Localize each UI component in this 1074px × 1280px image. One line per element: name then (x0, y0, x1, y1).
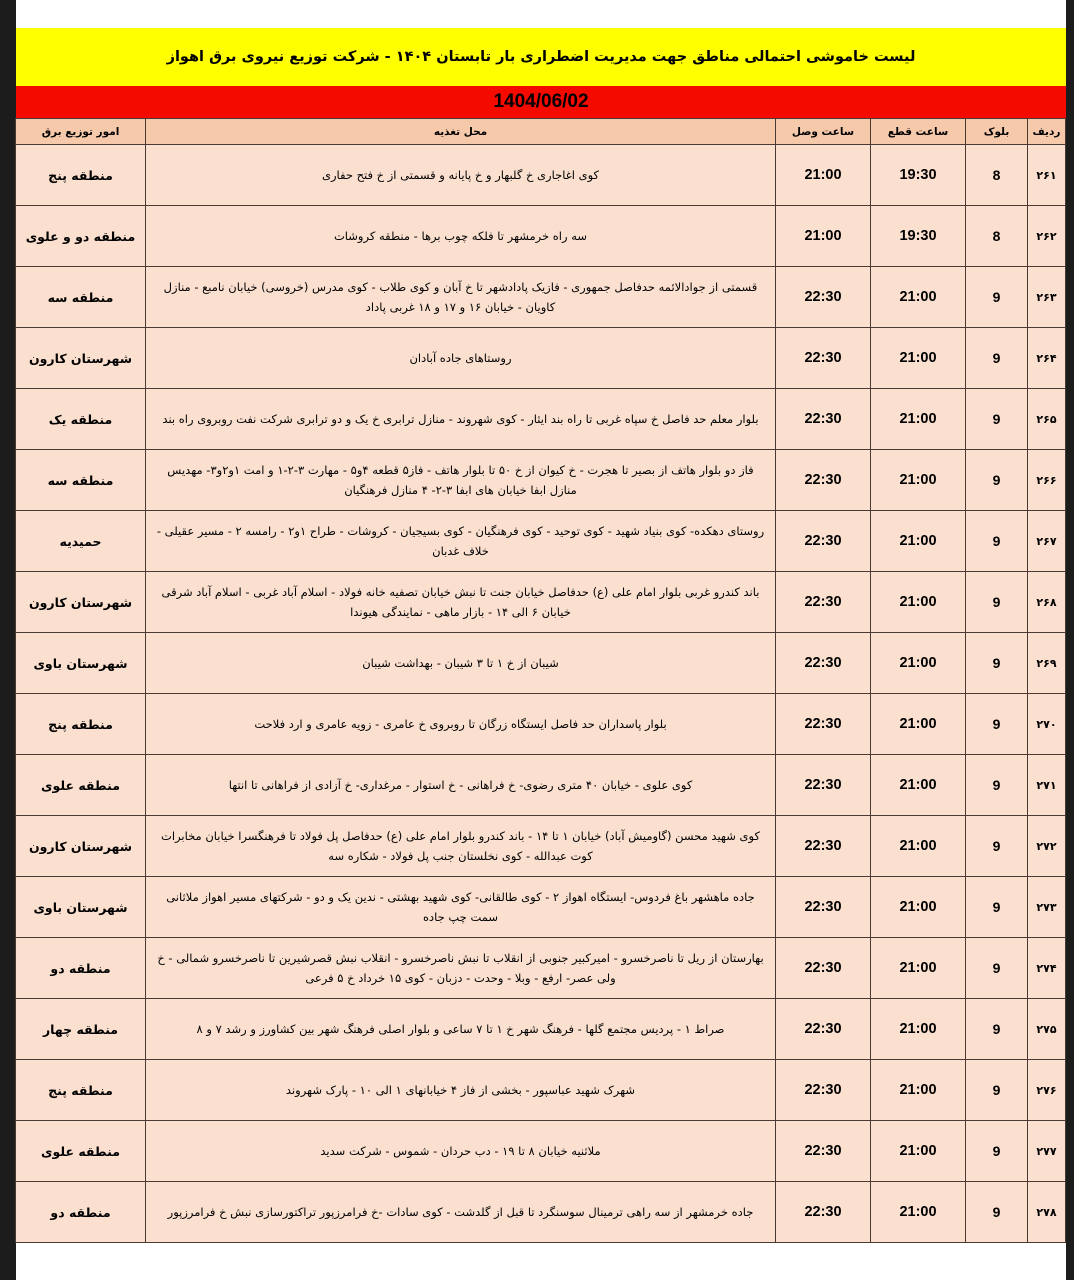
cell-ghat: 21:00 (871, 999, 966, 1060)
cell-radif: ۲۷۲ (1028, 816, 1066, 877)
cell-mahal: بلوار پاسداران حد فاصل ایستگاه زرگان تا روبروی خ عامری - زویه عامری و ارد فلاحت (146, 694, 776, 755)
table-row (16, 206, 1066, 267)
cell-mahal: فاز دو بلوار هاتف از بصیر تا هجرت - خ کیوان از خ ۵۰ تا بلوار هاتف - فاز۵ قطعه ۴و۵ - مهارت ۳-۲-۱ و امت ۱و۲و۳- مهدیس منازل ابفا خیابان های ابفا ۳-۲- ۴ منازل فرهنگیان (146, 450, 776, 511)
cell-blok: 9 (966, 1182, 1028, 1243)
table-row (16, 1121, 1066, 1182)
cell-omur: منطقه پنج (16, 1060, 146, 1121)
cell-ghat: 19:30 (871, 206, 966, 267)
table-row (16, 1060, 1066, 1121)
cell-omur: منطقه دو (16, 1182, 146, 1243)
cell-omur: منطقه یک (16, 389, 146, 450)
cell-blok: 9 (966, 267, 1028, 328)
cell-ghat: 21:00 (871, 267, 966, 328)
table-header (16, 119, 1066, 145)
sheet-date: 1404/06/02 (16, 86, 1066, 118)
cell-ghat: 21:00 (871, 694, 966, 755)
cell-omur: شهرستان باوی (16, 877, 146, 938)
table-row (16, 755, 1066, 816)
cell-blok: 9 (966, 389, 1028, 450)
cell-blok: 9 (966, 755, 1028, 816)
cell-ghat: 21:00 (871, 816, 966, 877)
column-header-omur: امور توزیع برق (16, 119, 146, 145)
cell-blok: 9 (966, 450, 1028, 511)
cell-omur: شهرستان کارون (16, 572, 146, 633)
cell-omur: حمیدیه (16, 511, 146, 572)
cell-omur: شهرستان کارون (16, 816, 146, 877)
cell-vasl: 22:30 (776, 816, 871, 877)
column-header-radif: ردیف (1028, 119, 1066, 145)
cell-omur: منطقه علوی (16, 755, 146, 816)
cell-radif: ۲۷۳ (1028, 877, 1066, 938)
outage-sheet (16, 0, 1066, 1280)
cell-vasl: 21:00 (776, 145, 871, 206)
cell-radif: ۲۷۶ (1028, 1060, 1066, 1121)
cell-omur: شهرستان کارون (16, 328, 146, 389)
cell-mahal: صراط ۱ - پردیس مجتمع گلها - فرهنگ شهر خ ۱ تا ۷ ساعی و بلوار اصلی فرهنگ شهر بین کشاورز و رشد ۷ و ۸ (146, 999, 776, 1060)
cell-radif: ۲۶۱ (1028, 145, 1066, 206)
table-row (16, 450, 1066, 511)
cell-omur: منطقه پنج (16, 694, 146, 755)
table-row (16, 999, 1066, 1060)
cell-omur: منطقه علوی (16, 1121, 146, 1182)
cell-radif: ۲۶۹ (1028, 633, 1066, 694)
table-row (16, 1182, 1066, 1243)
cell-mahal: قسمتی از جوادالائمه حدفاصل جمهوری - فازیک پادادشهر تا خ آبان و کوی طلاب - کوی مدرس (خروسی) خیابان نامبع - منازل کاویان - خیابان ۱۶ و ۱۷ و ۱۸ غربی پاداد (146, 267, 776, 328)
cell-ghat: 21:00 (871, 877, 966, 938)
cell-blok: 9 (966, 511, 1028, 572)
cell-mahal: جاده خرمشهر از سه راهی ترمینال سوسنگرد تا قبل از گلدشت - کوی سادات -خ فرامرزپور تراکتورسازی نبش خ فرامرزپور (146, 1182, 776, 1243)
cell-mahal: شیبان از خ ۱ تا ۳ شیبان - بهداشت شیبان (146, 633, 776, 694)
cell-omur: منطقه سه (16, 450, 146, 511)
table-row (16, 389, 1066, 450)
table-row (16, 145, 1066, 206)
table-row (16, 694, 1066, 755)
cell-blok: 9 (966, 572, 1028, 633)
column-header-blok: بلوک (966, 119, 1028, 145)
cell-omur: منطقه دو (16, 938, 146, 999)
cell-blok: 9 (966, 999, 1028, 1060)
cell-vasl: 22:30 (776, 328, 871, 389)
cell-mahal: جاده ماهشهر باغ فردوس- ایستگاه اهواز ۲ - کوی طالقانی- کوی شهید بهشتی - ندین یک و دو - شرکتهای مسیر اهواز ملاثانی سمت چپ جاده (146, 877, 776, 938)
column-header-mahal: محل تغذیه (146, 119, 776, 145)
cell-vasl: 22:30 (776, 511, 871, 572)
table-body (16, 145, 1066, 1243)
cell-radif: ۲۷۰ (1028, 694, 1066, 755)
table-row (16, 633, 1066, 694)
cell-omur: شهرستان باوی (16, 633, 146, 694)
cell-ghat: 21:00 (871, 1060, 966, 1121)
cell-mahal: بهارستان از ریل تا ناصرخسرو - امیرکبیر جنوبی از انقلاب تا نبش ناصرخسرو - انقلاب نبش قصرشیرین تا ناصرخسرو شمالی - خ ولی عصر- ارفع - وبلا - وحدت - دزبان - کوی ۱۵ خرداد خ ۵ فرعی (146, 938, 776, 999)
cell-ghat: 21:00 (871, 938, 966, 999)
cell-radif: ۲۶۵ (1028, 389, 1066, 450)
table-row (16, 328, 1066, 389)
cell-radif: ۲۷۱ (1028, 755, 1066, 816)
table-row (16, 816, 1066, 877)
cell-radif: ۲۶۴ (1028, 328, 1066, 389)
cell-ghat: 21:00 (871, 389, 966, 450)
cell-radif: ۲۶۳ (1028, 267, 1066, 328)
cell-vasl: 22:30 (776, 877, 871, 938)
cell-mahal: کوی اغاجاری خ گلبهار و خ پایانه و قسمتی از خ فتح حفاری (146, 145, 776, 206)
cell-radif: ۲۷۵ (1028, 999, 1066, 1060)
cell-blok: 8 (966, 206, 1028, 267)
cell-ghat: 21:00 (871, 633, 966, 694)
cell-ghat: 21:00 (871, 1182, 966, 1243)
cell-vasl: 21:00 (776, 206, 871, 267)
header-row (16, 119, 1066, 145)
cell-radif: ۲۷۷ (1028, 1121, 1066, 1182)
cell-vasl: 22:30 (776, 938, 871, 999)
cell-omur: منطقه پنج (16, 145, 146, 206)
cell-radif: ۲۶۷ (1028, 511, 1066, 572)
cell-vasl: 22:30 (776, 999, 871, 1060)
cell-vasl: 22:30 (776, 755, 871, 816)
table-row (16, 267, 1066, 328)
cell-vasl: 22:30 (776, 1121, 871, 1182)
cell-omur: منطقه سه (16, 267, 146, 328)
cell-vasl: 22:30 (776, 1182, 871, 1243)
cell-ghat: 19:30 (871, 145, 966, 206)
column-header-ghat: ساعت قطع (871, 119, 966, 145)
cell-blok: 8 (966, 145, 1028, 206)
cell-mahal: شهرک شهید عباسپور - بخشی از فاز ۴ خیابانهای ۱ الی ۱۰ - پارک شهروند (146, 1060, 776, 1121)
table-row (16, 572, 1066, 633)
cell-radif: ۲۷۴ (1028, 938, 1066, 999)
cell-radif: ۲۶۲ (1028, 206, 1066, 267)
outage-table (15, 118, 1066, 1243)
cell-mahal: باند کندرو غربی بلوار امام علی (ع) حدفاصل خیابان جنت تا نبش خیابان تصفیه خانه فولاد - اسلام آباد غربی - اسلام آباد شرقی خیابان ۶ الی ۱۴ - بازار ماهی - نمایندگی هیوندا (146, 572, 776, 633)
cell-omur: منطقه چهار (16, 999, 146, 1060)
cell-mahal: ملاثنیه خیابان ۸ تا ۱۹ - دب حردان - شموس - شرکت سدید (146, 1121, 776, 1182)
cell-vasl: 22:30 (776, 694, 871, 755)
cell-ghat: 21:00 (871, 511, 966, 572)
cell-radif: ۲۶۶ (1028, 450, 1066, 511)
cell-omur: منطقه دو و علوی (16, 206, 146, 267)
cell-vasl: 22:30 (776, 389, 871, 450)
cell-vasl: 22:30 (776, 267, 871, 328)
cell-blok: 9 (966, 328, 1028, 389)
cell-blok: 9 (966, 1060, 1028, 1121)
cell-blok: 9 (966, 633, 1028, 694)
cell-blok: 9 (966, 877, 1028, 938)
cell-mahal: روستای دهکده- کوی بنیاد شهید - کوی توحید - کوی فرهنگیان - کوی بسیجیان - کروشات - طراح ۱و۲ - رامسه ۲ - مسیر عقیلی - خلاف غدبان (146, 511, 776, 572)
cell-ghat: 21:00 (871, 450, 966, 511)
cell-blok: 9 (966, 816, 1028, 877)
cell-mahal: کوی شهید محسن (گاومیش آباد) خیابان ۱ تا ۱۴ - باند کندرو بلوار امام علی (ع) حدفاصل پل فولاد تا فرهنگسرا خیابان مخابرات کوت عبدالله - کوی نخلستان جنب پل فولاد - شکاره سه (146, 816, 776, 877)
cell-vasl: 22:30 (776, 633, 871, 694)
cell-ghat: 21:00 (871, 572, 966, 633)
cell-mahal: سه راه خرمشهر تا فلکه چوب برها - منطقه کروشات (146, 206, 776, 267)
table-row (16, 877, 1066, 938)
cell-ghat: 21:00 (871, 1121, 966, 1182)
sheet-title: لیست خاموشی احتمالی مناطق جهت مدیریت اضطراری بار تابستان ۱۴۰۴ - شرکت توزیع نیروی برق اهواز (16, 28, 1066, 86)
table-row (16, 511, 1066, 572)
cell-blok: 9 (966, 1121, 1028, 1182)
cell-blok: 9 (966, 938, 1028, 999)
cell-ghat: 21:00 (871, 328, 966, 389)
cell-mahal: روستاهای جاده آبادان (146, 328, 776, 389)
cell-mahal: کوی علوی - خیابان ۴۰ متری رضوی- خ فراهانی - خ استوار - مرغداری- خ آزادی از فراهانی تا انتها (146, 755, 776, 816)
cell-ghat: 21:00 (871, 755, 966, 816)
cell-mahal: بلوار معلم حد فاصل خ سپاه غربی تا راه بند ایثار - کوی شهروند - منازل ترابری خ یک و دو ترابری شرکت نفت روبروی راه بند (146, 389, 776, 450)
cell-vasl: 22:30 (776, 572, 871, 633)
cell-radif: ۲۷۸ (1028, 1182, 1066, 1243)
column-header-vasl: ساعت وصل (776, 119, 871, 145)
table-row (16, 938, 1066, 999)
cell-vasl: 22:30 (776, 1060, 871, 1121)
cell-blok: 9 (966, 694, 1028, 755)
cell-radif: ۲۶۸ (1028, 572, 1066, 633)
top-whitespace (16, 0, 1066, 28)
cell-vasl: 22:30 (776, 450, 871, 511)
